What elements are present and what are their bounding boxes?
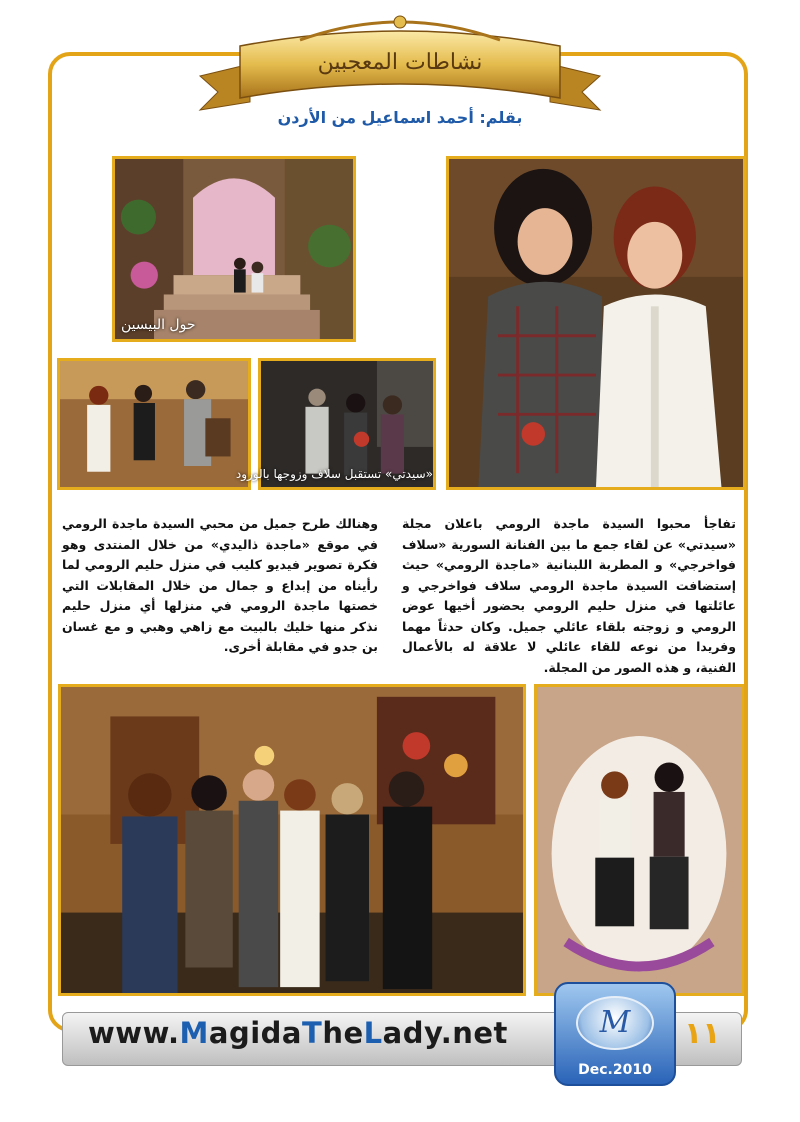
author-byline: بقلم: أحمد اسماعيل من الأردن — [277, 108, 523, 127]
banner-title: نشاطات المعجبين — [317, 50, 483, 75]
article-right-column: تفاجأ محبوا السيدة ماجدة الرومي باعلان مجلة «سيدتي» عن لقاء جمع ما بين الفنانة السورية «سلاف فواخرجي» و المطربة اللبنانية «ماجدة الرومي» حيث إستضافت السيدة ماجدة الرومي سلاف فواخرجي و عائلتها في منزل حليم الرومي بحضور أخيها عوض الرومي و زوجته بلقاء عائلي جميل. وكان حدثاً مهما وفريدا من نوعه للقاء عائلي لا علاقة له بالأعمال الفنية، و هذه الصور من المجلة. — [402, 516, 736, 675]
issue-date: Dec.2010 — [578, 1062, 652, 1078]
photo-caption-pool: حول البيسين — [121, 317, 196, 333]
photo-seated-pair — [534, 684, 744, 996]
magazine-badge — [554, 982, 676, 1086]
logo-emblem: M — [576, 996, 654, 1050]
photo-group — [58, 684, 526, 996]
article-left-column: وهنالك طرح جميل من محبي السيدة ماجدة الرومي في موقع «ماجدة ذاليدي» من خلال المنتدى وهو فكرة تصوير فيديو كليب في منزل حليم الرومي لما رأيناه من إبداع و جمال من خلال المقابلات التي خصتها ماجدة الرومي في منزلها أي منزل حليم نذكر منها خليك بالبيت مع زاهي وهبي و مع غسان بن جدو في مقابلة أخرى. — [62, 516, 378, 654]
website-url[interactable]: www.MagidaTheLady.net — [88, 1016, 508, 1050]
page-number: ١١ — [684, 1016, 721, 1051]
photo-garden-steps — [112, 156, 356, 342]
header-banner — [180, 6, 620, 116]
photo-greeting — [57, 358, 251, 490]
photo-welcome-flowers — [235, 358, 436, 490]
photo-two-women-portrait — [446, 156, 746, 490]
photo-caption-welcome: «سيدتي» تستقبل سلاف وزوجها بالورود — [235, 467, 433, 481]
